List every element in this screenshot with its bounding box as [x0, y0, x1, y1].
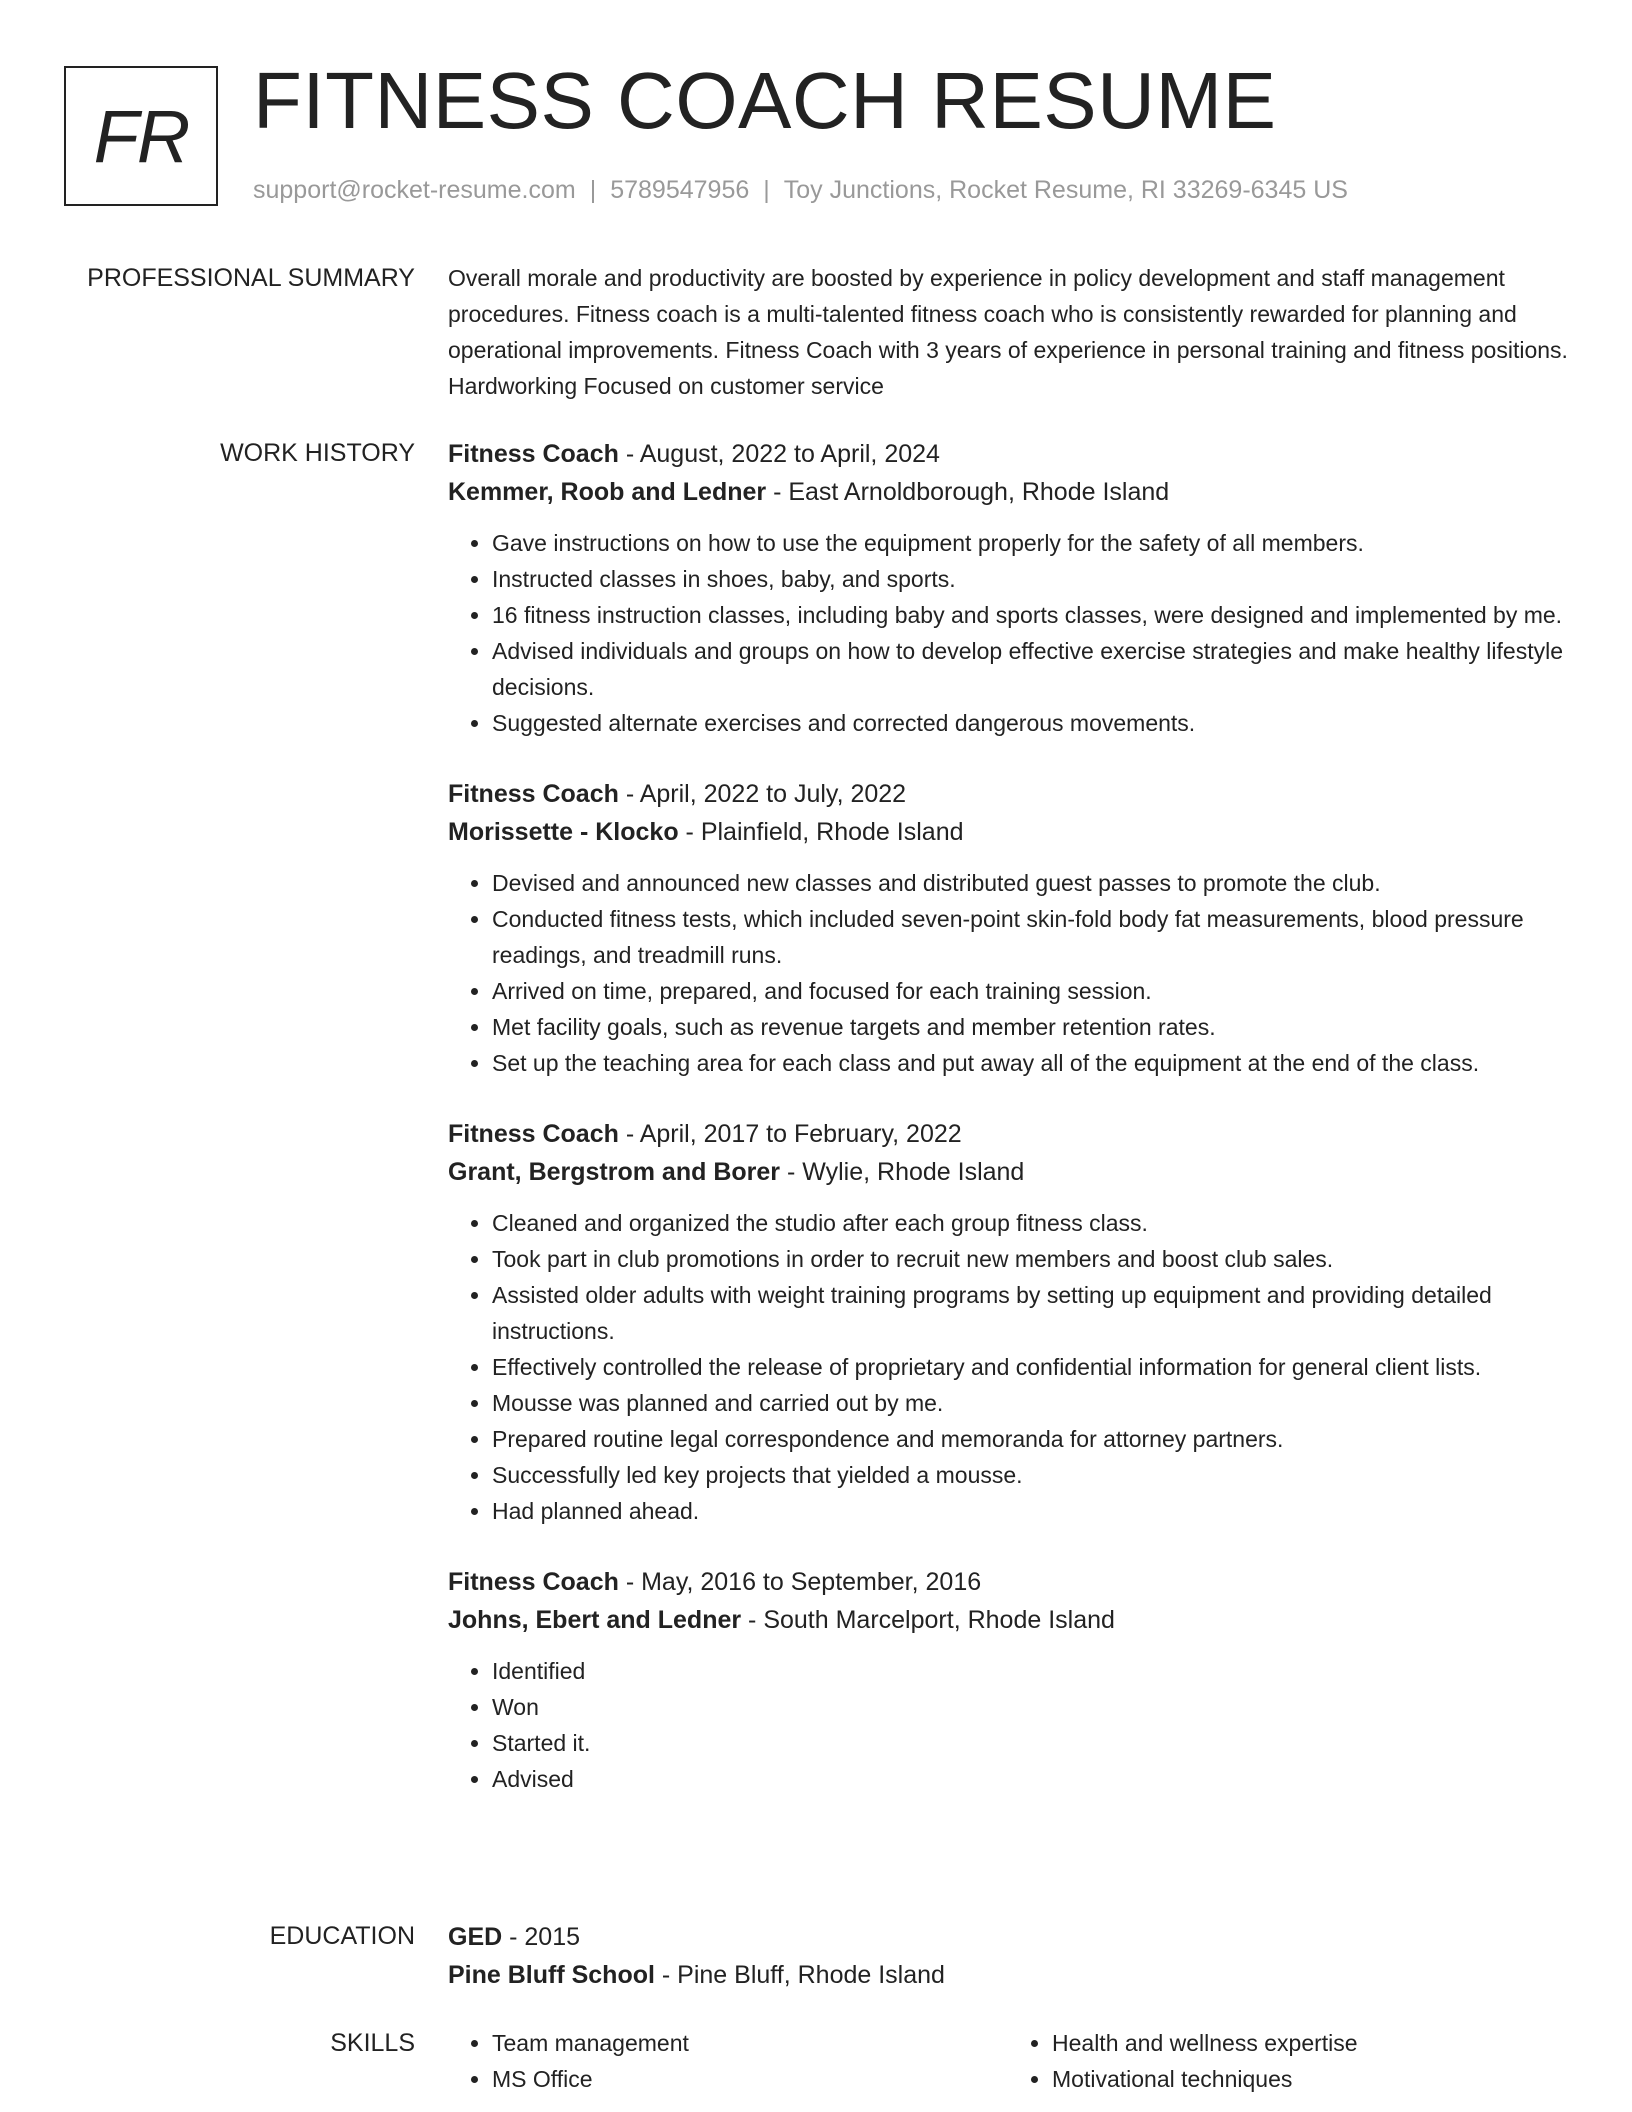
list-item: • Mousse was planned and carried out by me. [492, 1385, 1568, 1421]
summary-text: Overall morale and productivity are boosted by experience in policy development and staff management procedures. Fitness coach is a multi-talented fitness coach who is consistently rewarded for planning and operational improvements. Fitness Coach with 3 years of experience in personal training and fitness positions. Hardworking Focused on customer service [448, 265, 1568, 399]
skill-item: • Health and wellness expertise [1052, 2025, 1568, 2061]
job-location: - Plainfield, Rhode Island [678, 818, 964, 846]
job-company: Johns, Ebert and Ledner [448, 1606, 742, 1634]
contact-separator: | [763, 176, 770, 204]
list-item: • Instructed classes in shoes, baby, and sports. [492, 561, 1568, 597]
contact-line [253, 176, 1348, 205]
list-item: • Conducted fitness tests, which included seven-point skin-fold body fat measurements, blood pressure readings, and treadmill runs. [492, 901, 1568, 973]
job-company: Grant, Bergstrom and Borer [448, 1158, 781, 1186]
job-company-line [448, 1601, 1568, 1639]
skills-list-right [1008, 2025, 1568, 2097]
skill-item: • Motivational techniques [1052, 2061, 1568, 2097]
list-item: • Gave instructions on how to use the equipment properly for the safety of all members. [492, 525, 1568, 561]
job-entry [448, 435, 1568, 741]
education-school: Pine Bluff School [448, 1961, 655, 1989]
contact-address: Toy Junctions, Rocket Resume, RI 33269-6345 US [783, 176, 1348, 204]
list-item: • Suggested alternate exercises and corrected dangerous movements. [492, 705, 1568, 741]
job-bullets [448, 865, 1568, 1081]
job-dates: - August, 2022 to April, 2024 [618, 440, 940, 468]
job-entry [448, 775, 1568, 1081]
list-item: • 16 fitness instruction classes, including baby and sports classes, were designed and implemented by me. [492, 597, 1568, 633]
skill-item: • Team management [492, 2025, 1008, 2061]
job-dates: - April, 2022 to July, 2022 [618, 780, 907, 808]
monogram-logo: FR [64, 66, 218, 206]
job-dates: - April, 2017 to February, 2022 [618, 1120, 962, 1148]
job-title-line [448, 1563, 1568, 1601]
education-school-line [448, 1956, 1568, 1994]
list-item: • Devised and announced new classes and distributed guest passes to promote the club. [492, 865, 1568, 901]
job-company: Morissette - Klocko [448, 818, 679, 846]
list-item: • Arrived on time, prepared, and focused for each training session. [492, 973, 1568, 1009]
education-degree-line [448, 1918, 1568, 1956]
list-item: • Assisted older adults with weight training programs by setting up equipment and providing detailed instructions. [492, 1277, 1568, 1349]
job-location: - East Arnoldborough, Rhode Island [766, 478, 1170, 506]
resume-title: FITNESS COACH RESUME [253, 56, 1277, 145]
list-item: • Had planned ahead. [492, 1493, 1568, 1529]
list-item: • Effectively controlled the release of proprietary and confidential information for general client lists. [492, 1349, 1568, 1385]
job-title: Fitness Coach [448, 440, 619, 468]
job-bullets [448, 1205, 1568, 1529]
list-item: • Won [492, 1689, 1568, 1725]
education-body [448, 1918, 1568, 1994]
job-company-line [448, 813, 1568, 851]
summary-label: PROFESSIONAL SUMMARY [87, 264, 415, 292]
work-history-label: WORK HISTORY [220, 439, 415, 467]
list-item: • Set up the teaching area for each class and put away all of the equipment at the end of the class. [492, 1045, 1568, 1081]
job-dates: - May, 2016 to September, 2016 [618, 1568, 982, 1596]
list-item: • Prepared routine legal correspondence and memoranda for attorney partners. [492, 1421, 1568, 1457]
education-label: EDUCATION [269, 1922, 415, 1950]
job-title-line [448, 1115, 1568, 1153]
job-title: Fitness Coach [448, 1568, 619, 1596]
job-bullets [448, 525, 1568, 741]
skills-label: SKILLS [330, 2029, 415, 2057]
contact-phone: 5789547956 [610, 176, 750, 204]
list-item: • Advised [492, 1761, 1568, 1797]
list-item: • Successfully led key projects that yielded a mousse. [492, 1457, 1568, 1493]
list-item: • Started it. [492, 1725, 1568, 1761]
skills-body [448, 2025, 1568, 2097]
job-title-line [448, 775, 1568, 813]
job-entry [448, 1115, 1568, 1529]
education-degree: GED [448, 1923, 503, 1951]
list-item: • Met facility goals, such as revenue targets and member retention rates. [492, 1009, 1568, 1045]
list-item: • Took part in club promotions in order to recruit new members and boost club sales. [492, 1241, 1568, 1277]
education-location: - Pine Bluff, Rhode Island [654, 1961, 945, 1989]
job-title: Fitness Coach [448, 780, 619, 808]
job-entry [448, 1563, 1568, 1797]
job-company-line [448, 473, 1568, 511]
list-item: • Identified [492, 1653, 1568, 1689]
contact-separator: | [589, 176, 597, 204]
list-item: • Advised individuals and groups on how to develop effective exercise strategies and make healthy lifestyle decisions. [492, 633, 1568, 705]
job-title: Fitness Coach [448, 1120, 619, 1148]
skill-item: • MS Office [492, 2061, 1008, 2097]
education-year: - 2015 [502, 1923, 581, 1951]
list-item: • Cleaned and organized the studio after each group fitness class. [492, 1205, 1568, 1241]
job-company: Kemmer, Roob and Ledner [448, 478, 767, 506]
job-location: - South Marcelport, Rhode Island [741, 1606, 1115, 1634]
job-location: - Wylie, Rhode Island [780, 1158, 1025, 1186]
job-title-line [448, 435, 1568, 473]
skills-list-left [448, 2025, 1008, 2097]
job-company-line [448, 1153, 1568, 1191]
job-bullets [448, 1653, 1568, 1797]
contact-email: support@rocket-resume.com [253, 176, 576, 204]
work-history-body [448, 435, 1568, 1831]
